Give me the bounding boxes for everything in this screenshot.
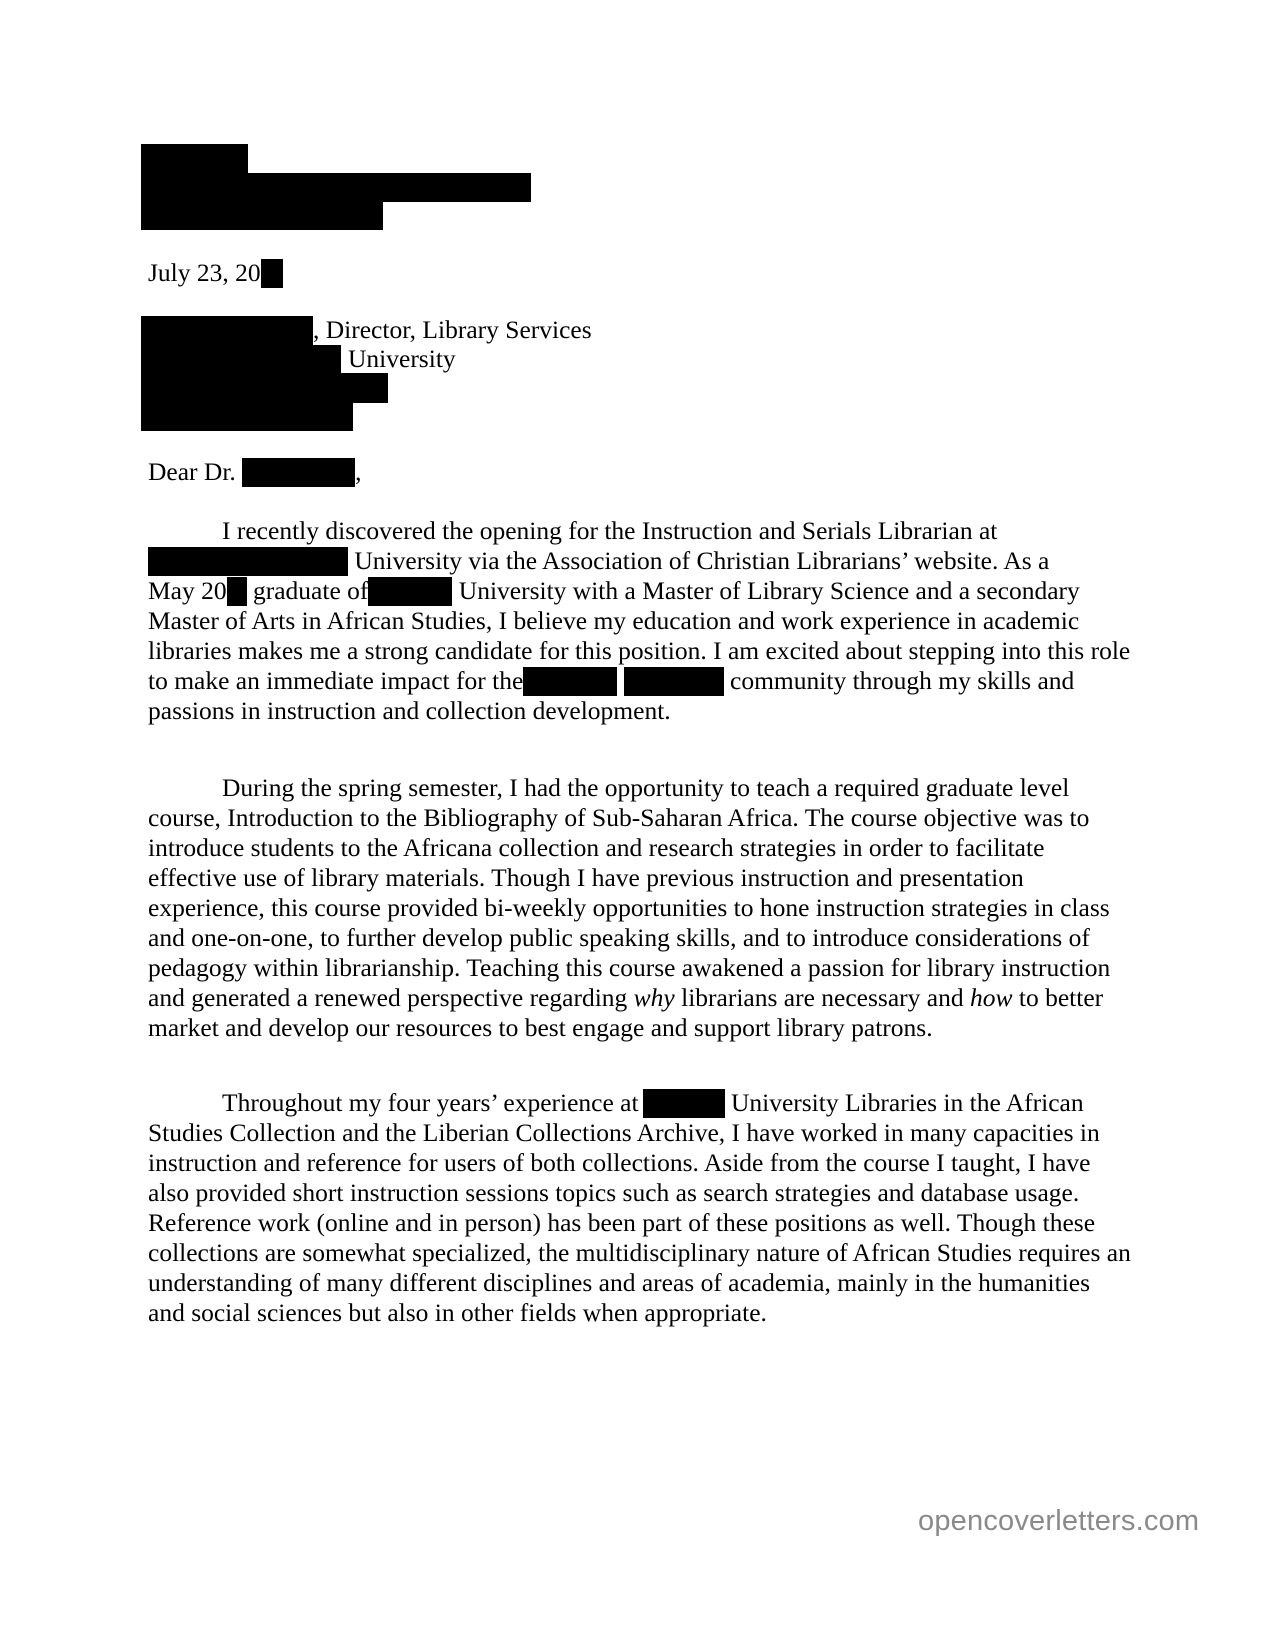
watermark: opencoverletters.com: [918, 1505, 1200, 1537]
recipient-city-redaction: [141, 402, 353, 431]
p2-text-c: to better market and develop our resources to best engage and support library patrons.: [148, 983, 1104, 1042]
recipient-institution-redaction: [141, 345, 341, 374]
date-text: July 23, 20: [148, 258, 261, 287]
sender-address-redaction: [141, 173, 531, 202]
p1-community-redaction-1: [523, 667, 617, 696]
p1-text-e: University with a Master of Library Science and a secondary Master of Arts in African Studies, I believe my education and work experience in academic libraries makes me a strong candidate for this position. I am excited about stepping into this role to make an immediate impact for the: [148, 576, 1131, 695]
p1-community-redaction-2: [624, 667, 724, 696]
p2-emphasis-how: how: [969, 983, 1013, 1012]
letter-date: [148, 258, 283, 288]
recipient-institution: University: [348, 344, 456, 373]
p3-university-redaction: [643, 1089, 725, 1118]
p1-institution-redaction: [148, 547, 348, 576]
salutation-name-redaction: [242, 458, 355, 487]
p1-year-redaction: [227, 577, 247, 606]
recipient-title: , Director, Library Services: [313, 315, 592, 344]
p1-text-f: community through my skills and passions in instruction and collection development.: [148, 666, 1075, 725]
p1-text-c: May 20: [148, 576, 227, 605]
p1-text-d: graduate of: [253, 576, 369, 605]
recipient-institution-line: [348, 344, 456, 374]
paragraph-2: [148, 773, 1133, 1043]
recipient-name-redaction: [141, 316, 313, 345]
p2-text-a: During the spring semester, I had the opportunity to teach a required graduate level course, Introduction to the Bibliography of Sub-Saharan Africa. The course objective was to introduce students to the Africana collection and research strategies in order to facilitate effective use of library materials. Though I have previous instruction and presentation experience, this course provided bi-weekly opportunities to hone instruction strategies in class and one-on-one, to further develop public speaking skills, and to introduce considerations of pedagogy within librarianship. Teaching this course awakened a passion for library instruction and generated a renewed perspective regarding: [148, 773, 1111, 1012]
salutation-prefix: Dear Dr.: [148, 457, 243, 486]
p3-text-b: University Libraries in the African Studies Collection and the Liberian Collections Archive, I have worked in many capacities in instruction and reference for users of both collections. Aside from the course I taught, I have also provided short instruction sessions topics such as search strategies and database usage. Reference work (online and in person) has been part of these positions as well. Though these collections are somewhat specialized, the multidisciplinary nature of African Studies requires an understanding of many different disciplines and areas of academia, mainly in the humanities and social sciences but also in other fields when appropriate.: [148, 1088, 1131, 1327]
sender-name-redaction: [141, 144, 248, 174]
p2-emphasis-why: why: [633, 983, 675, 1012]
p1-text-a: I recently discovered the opening for the Instruction and Serials Librarian at: [222, 516, 998, 545]
salutation-suffix: ,: [355, 457, 362, 486]
p3-text-a: Throughout my four years’ experience at: [222, 1088, 639, 1117]
paragraph-3: [148, 1088, 1133, 1328]
p2-text-b: librarians are necessary and: [681, 983, 964, 1012]
recipient-title-line: [313, 315, 592, 345]
p1-school-redaction: [368, 577, 452, 606]
sender-city-redaction: [141, 201, 383, 230]
paragraph-1: [148, 516, 1133, 726]
p1-text-b: University via the Association of Christian Librarians’ website. As a: [354, 546, 1050, 575]
salutation: [148, 457, 362, 487]
recipient-address-redaction: [141, 373, 388, 403]
date-year-redaction: [261, 259, 283, 288]
